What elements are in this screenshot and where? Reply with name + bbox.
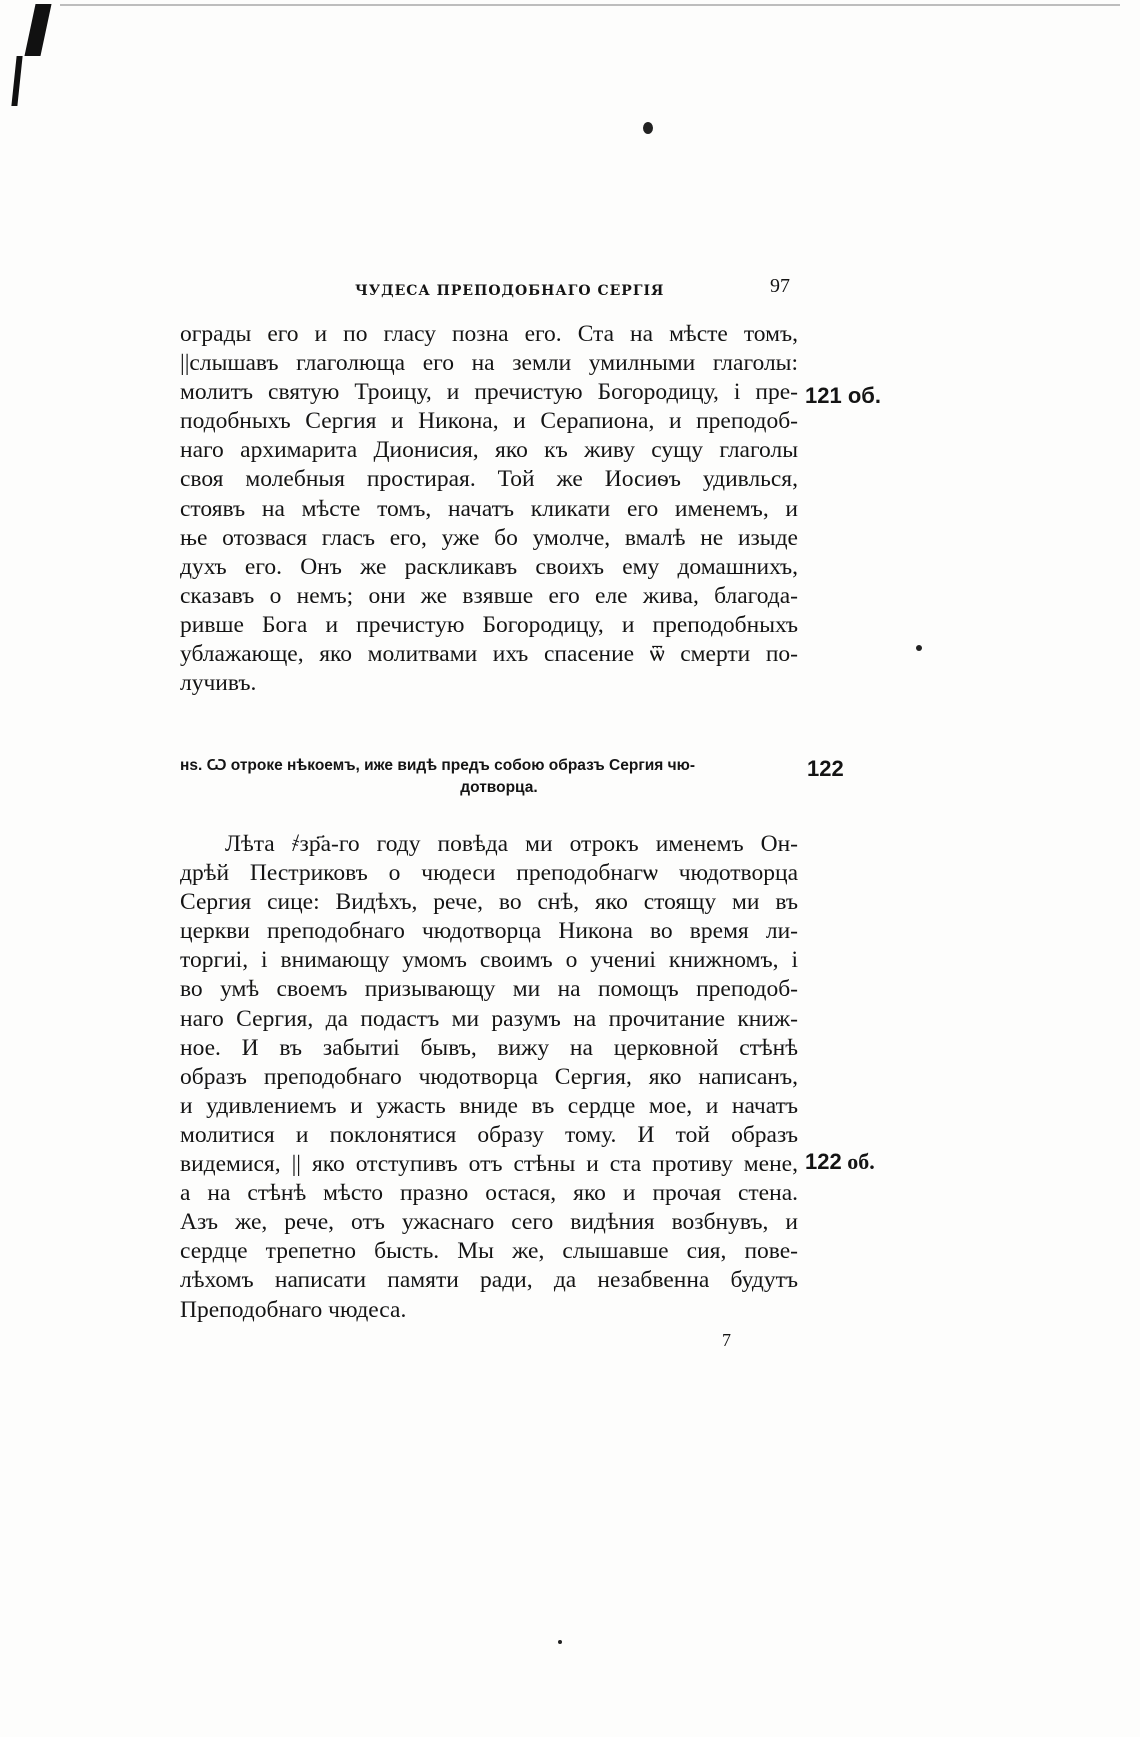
margin-note-folio bbox=[805, 1149, 875, 1175]
paragraph-1 bbox=[180, 320, 798, 698]
text-line: лѣхомъ написати памяти ради, да незабвенна будутъ bbox=[180, 1267, 798, 1294]
text-line: и удивлениемъ и ужасть вниде въ сердце мое, и начатъ bbox=[180, 1092, 798, 1119]
text-line: ное. И въ забытиі бывъ, вижу на церковной стѣнѣ bbox=[180, 1034, 798, 1061]
text-line: дрѣй Пестриковъ о чюдеси преподобнагѡ чюдотворца bbox=[180, 860, 798, 887]
text-line: наго архимарита Дионисия, яко къ живу сущу глаголы bbox=[180, 437, 798, 464]
text-line: церкви преподобнаго чюдотворца Никона во время ли- bbox=[180, 918, 798, 945]
margin-note-folio: 122 bbox=[807, 756, 844, 781]
text-line: торгиі, і внимающу умомъ своимъ о учениі книжномъ, і bbox=[180, 947, 798, 974]
signature-mark: 7 bbox=[722, 1330, 731, 1350]
text-line: молитися и поклонятися образу тому. И той образъ bbox=[180, 1121, 798, 1148]
text-line: видемися, || яко отступивъ отъ стѣны и ста противу мене, bbox=[180, 1151, 798, 1178]
running-header bbox=[355, 275, 790, 305]
paragraph-2 bbox=[180, 830, 798, 1325]
ink-speck bbox=[558, 1640, 562, 1644]
text-line: ||слышавъ глаголюща его на земли умилными глаголы: bbox=[180, 350, 798, 377]
text-line: ограды его и по гласу позна его. Ста на мѣсте томъ, bbox=[180, 321, 798, 347]
heading-line-1: нѕ. Ѡ отроке нѣкоемъ, иже видѣ предъ собою образъ Сергия чю- bbox=[180, 757, 696, 774]
text-line: Сергия сице: Видѣхъ, рече, во снѣ, яко стоящу ми въ bbox=[180, 889, 798, 916]
ink-speck bbox=[916, 645, 922, 651]
text-line: ублажающе, яко молитвами ихъ спасение ѿ смерти по- bbox=[180, 641, 798, 668]
first-letter: о bbox=[180, 321, 192, 347]
text-line: своя молебныя простирая. Той же Иосиѳъ удивлься, bbox=[180, 466, 798, 493]
text-line: образъ преподобнаго чюдотворца Сергия, яко написанъ, bbox=[180, 1063, 798, 1090]
text-line: ње отозвася гласъ его, уже бо умолче, вмалѣ не изыде bbox=[180, 524, 798, 551]
text-line: ривше Бога и пречистую Богородицу, и преподобныхъ bbox=[180, 611, 798, 638]
text-line: Преподобнаго чюдеса. bbox=[180, 1296, 407, 1323]
text-line: Азъ же, рече, отъ ужаснаго сего видѣния возбнувъ, и bbox=[180, 1209, 798, 1236]
heading-line-2: дотворца. bbox=[460, 779, 538, 796]
scan-mark-top-left-tail bbox=[11, 56, 22, 106]
text-line: сердце трепетно бысть. Мы же, слышавше сия, пове- bbox=[180, 1238, 798, 1265]
running-title: ЧУДЕСА ПРЕПОДОБНАГО СЕРГІЯ bbox=[355, 283, 665, 299]
text-line: стоявъ на мѣсте томъ, начатъ кликати его именемъ, и bbox=[180, 495, 798, 522]
text-line: Лѣта ҂зр҃а-го году повѣда ми отрокъ именемъ Он- bbox=[225, 831, 798, 857]
text-line: подобныхъ Сергия и Никона, и Серапиона, и преподоб- bbox=[180, 408, 798, 435]
text-line: сказавъ о немъ; они же взявше его еле жива, благода- bbox=[180, 582, 798, 609]
text-line: молитъ святую Троицу, и пречистую Богородицу, і пре- bbox=[180, 379, 798, 406]
margin-note-folio: 121 об. bbox=[805, 383, 881, 408]
ink-speck bbox=[643, 122, 653, 134]
text-line: наго Сергия, да подастъ ми разумъ на прочитание книж- bbox=[180, 1005, 798, 1032]
text-line: во умѣ своемъ призывающу ми на помощъ преподоб- bbox=[180, 976, 798, 1003]
text-line: а на стѣнѣ мѣсто празно остася, яко и прочая стена. bbox=[180, 1180, 798, 1207]
section-heading bbox=[180, 755, 798, 799]
text-line: духъ его. Онъ же раскликавъ своихъ ему домашнихъ, bbox=[180, 553, 798, 580]
scan-line-top bbox=[60, 4, 1120, 6]
margin-note-suffix: об. bbox=[841, 1149, 875, 1174]
page-number: 97 bbox=[770, 275, 790, 297]
margin-note-number: 122 bbox=[805, 1149, 842, 1174]
text-line: лучивъ. bbox=[180, 670, 257, 697]
scan-mark-top-left bbox=[24, 4, 51, 56]
